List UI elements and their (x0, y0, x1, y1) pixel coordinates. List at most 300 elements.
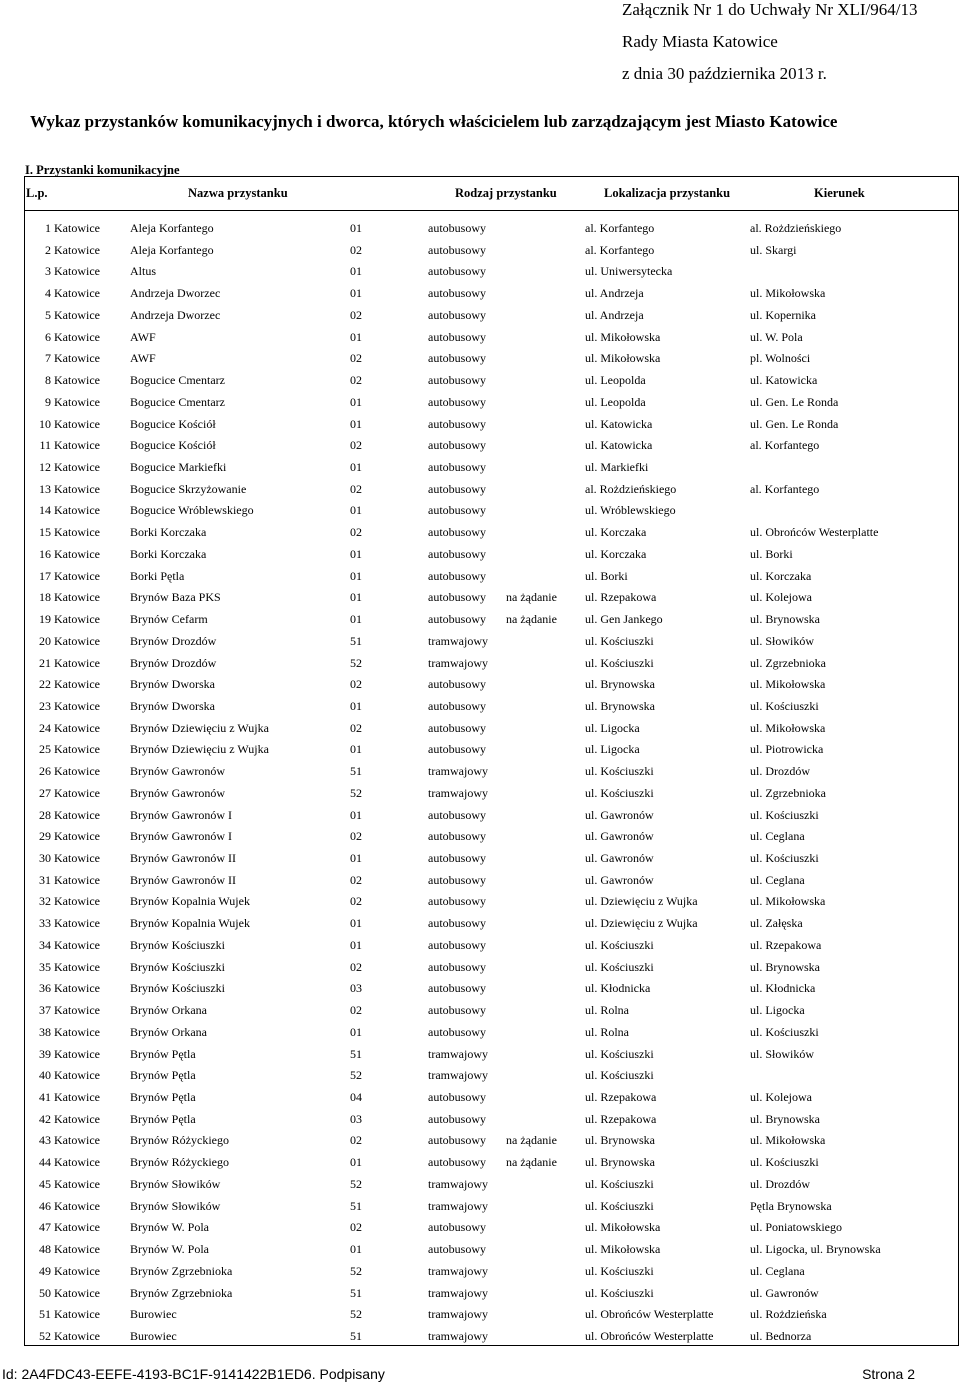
table-row (24, 587, 959, 607)
cell-city: Katowice (54, 938, 100, 952)
cell-stop-number: 01 (350, 1155, 362, 1169)
cell-stop-number: 02 (350, 1133, 362, 1147)
cell-city: Katowice (54, 981, 100, 995)
cell-stop-number: 01 (350, 286, 362, 300)
cell-location: ul. Katowicka (585, 438, 653, 452)
cell-city: Katowice (54, 590, 100, 604)
cell-direction: al. Korfantego (750, 482, 820, 496)
cell-stop-number: 01 (350, 612, 362, 626)
cell-lp: 46 (39, 1199, 51, 1213)
cell-stop-number: 02 (350, 308, 362, 322)
cell-city: Katowice (54, 1329, 100, 1343)
cell-city: Katowice (54, 503, 100, 517)
cell-direction: ul. Ligocka (750, 1003, 805, 1017)
cell-stop-type: autobusowy (428, 1155, 486, 1169)
cell-location: ul. Kościuszki (585, 1177, 654, 1191)
table-row (24, 805, 959, 825)
cell-stop-name: Andrzeja Dworzec (130, 308, 221, 322)
cell-city: Katowice (54, 1307, 100, 1321)
cell-lp: 41 (39, 1090, 51, 1104)
cell-stop-name: Brynów Dziewięciu z Wujka (130, 742, 269, 756)
cell-stop-number: 01 (350, 330, 362, 344)
cell-location: ul. Gawronów (585, 873, 654, 887)
cell-city: Katowice (54, 438, 100, 452)
cell-stop-number: 01 (350, 569, 362, 583)
cell-city: Katowice (54, 460, 100, 474)
cell-stop-number: 02 (350, 677, 362, 691)
cell-direction: ul. Obrońców Westerplatte (750, 525, 879, 539)
cell-stop-type: autobusowy (428, 829, 486, 843)
cell-city: Katowice (54, 699, 100, 713)
cell-stop-type: tramwajowy (428, 1177, 488, 1191)
cell-stop-number: 03 (350, 1112, 362, 1126)
cell-location: al. Rożdzieńskiego (585, 482, 677, 496)
cell-direction: ul. Ceglana (750, 829, 805, 843)
cell-direction: ul. Ligocka, ul. Brynowska (750, 1242, 881, 1256)
cell-direction: ul. Kościuszki (750, 808, 819, 822)
cell-stop-type: autobusowy (428, 438, 486, 452)
cell-lp: 40 (39, 1068, 51, 1082)
cell-direction: al. Rożdzieńskiego (750, 221, 842, 235)
cell-city: Katowice (54, 308, 100, 322)
cell-direction: ul. Kolejowa (750, 1090, 812, 1104)
cell-direction: ul. Kościuszki (750, 699, 819, 713)
cell-lp: 10 (39, 417, 51, 431)
header-line-3: z dnia 30 października 2013 r. (622, 64, 827, 83)
cell-lp: 12 (39, 460, 51, 474)
cell-lp: 35 (39, 960, 51, 974)
cell-location: ul. Leopolda (585, 373, 646, 387)
cell-stop-type: autobusowy (428, 330, 486, 344)
cell-direction: ul. Ceglana (750, 873, 805, 887)
cell-direction: pl. Wolności (750, 351, 811, 365)
cell-stop-type: autobusowy (428, 1025, 486, 1039)
cell-stop-number: 01 (350, 460, 362, 474)
cell-stop-number: 51 (350, 764, 362, 778)
cell-city: Katowice (54, 547, 100, 561)
cell-stop-type: autobusowy (428, 894, 486, 908)
cell-stop-name: Brynów Dziewięciu z Wujka (130, 721, 269, 735)
cell-stop-type: autobusowy (428, 873, 486, 887)
cell-direction: ul. Brynowska (750, 960, 820, 974)
cell-city: Katowice (54, 851, 100, 865)
cell-stop-type: autobusowy (428, 916, 486, 930)
cell-direction: ul. Gen. Le Ronda (750, 417, 839, 431)
cell-stop-number: 02 (350, 351, 362, 365)
cell-stop-name: Brynów Drozdów (130, 656, 217, 670)
cell-location: al. Korfantego (585, 221, 655, 235)
cell-location: ul. Brynowska (585, 677, 655, 691)
cell-city: Katowice (54, 1047, 100, 1061)
cell-direction: ul. Mikołowska (750, 1133, 826, 1147)
table-row (24, 370, 959, 390)
cell-on-request: na żądanie (506, 1133, 557, 1147)
cell-on-request: na żądanie (506, 590, 557, 604)
cell-lp: 17 (39, 569, 51, 583)
cell-stop-name: Brynów Dworska (130, 677, 215, 691)
cell-direction: ul. Załęska (750, 916, 803, 930)
table-row (24, 283, 959, 303)
cell-stop-name: Brynów Drozdów (130, 634, 217, 648)
table-row (24, 978, 959, 998)
cell-stop-type: tramwajowy (428, 1264, 488, 1278)
cell-stop-name: Brynów Różyckiego (130, 1133, 229, 1147)
cell-direction: ul. Katowicka (750, 373, 818, 387)
table-row (24, 1087, 959, 1107)
table-row (24, 957, 959, 977)
cell-stop-type: autobusowy (428, 525, 486, 539)
cell-location: ul. Dziewięciu z Wujka (585, 916, 698, 930)
cell-direction: ul. Drozdów (750, 764, 810, 778)
cell-stop-number: 01 (350, 808, 362, 822)
cell-lp: 44 (39, 1155, 51, 1169)
cell-stop-type: tramwajowy (428, 1329, 488, 1343)
footer-document-id: Id: 2A4FDC43-EEFE-4193-BC1F-9141422B1ED6. Podpisany (2, 1366, 385, 1382)
cell-city: Katowice (54, 1264, 100, 1278)
cell-city: Katowice (54, 482, 100, 496)
cell-city: Katowice (54, 1025, 100, 1039)
cell-location: ul. Kościuszki (585, 1286, 654, 1300)
cell-stop-type: autobusowy (428, 547, 486, 561)
cell-location: ul. Rzepakowa (585, 1112, 657, 1126)
cell-location: ul. Rolna (585, 1025, 629, 1039)
cell-location: ul. Gen Jankego (585, 612, 663, 626)
cell-stop-name: Bogucice Cmentarz (130, 395, 225, 409)
cell-stop-type: autobusowy (428, 395, 486, 409)
cell-stop-name: Brynów W. Pola (130, 1242, 210, 1256)
cell-location: ul. Andrzeja (585, 308, 644, 322)
cell-city: Katowice (54, 243, 100, 257)
cell-stop-number: 02 (350, 1003, 362, 1017)
cell-city: Katowice (54, 612, 100, 626)
cell-stop-name: Bogucice Kościół (130, 438, 216, 452)
cell-lp: 47 (39, 1220, 51, 1234)
cell-stop-number: 01 (350, 590, 362, 604)
table-row (24, 913, 959, 933)
cell-location: ul. Korczaka (585, 525, 647, 539)
table-row (24, 348, 959, 368)
cell-stop-type: tramwajowy (428, 764, 488, 778)
cell-stop-name: Bogucice Wróblewskiego (130, 503, 254, 517)
cell-location: ul. Brynowska (585, 1133, 655, 1147)
cell-stop-number: 52 (350, 1264, 362, 1278)
cell-city: Katowice (54, 829, 100, 843)
cell-lp: 9 (45, 395, 51, 409)
cell-stop-name: Brynów W. Pola (130, 1220, 210, 1234)
table-row (24, 305, 959, 325)
table-row (24, 739, 959, 759)
cell-stop-type: autobusowy (428, 1242, 486, 1256)
cell-stop-name: Bogucice Markiefki (130, 460, 227, 474)
cell-city: Katowice (54, 1155, 100, 1169)
cell-city: Katowice (54, 351, 100, 365)
column-header-type: Rodzaj przystanku (455, 186, 557, 200)
cell-direction: ul. W. Pola (750, 330, 803, 344)
cell-direction: ul. Zgrzebnioka (750, 786, 826, 800)
cell-direction: ul. Brynowska (750, 1112, 820, 1126)
cell-stop-number: 01 (350, 395, 362, 409)
column-header-name: Nazwa przystanku (188, 186, 288, 200)
cell-lp: 29 (39, 829, 51, 843)
cell-lp: 18 (39, 590, 51, 604)
cell-location: ul. Kościuszki (585, 764, 654, 778)
cell-location: ul. Kościuszki (585, 786, 654, 800)
cell-stop-name: Altus (130, 264, 157, 278)
table-row (24, 392, 959, 412)
cell-stop-number: 52 (350, 1177, 362, 1191)
cell-stop-type: tramwajowy (428, 656, 488, 670)
cell-stop-name: Brynów Gawronów II (130, 851, 236, 865)
table-row (24, 870, 959, 890)
cell-city: Katowice (54, 742, 100, 756)
cell-direction: ul. Drozdów (750, 1177, 810, 1191)
cell-location: ul. Gawronów (585, 808, 654, 822)
cell-stop-type: autobusowy (428, 1090, 486, 1104)
cell-stop-number: 51 (350, 634, 362, 648)
cell-direction: ul. Piotrowicka (750, 742, 824, 756)
cell-stop-number: 02 (350, 525, 362, 539)
table-row (24, 718, 959, 738)
cell-direction: ul. Mikołowska (750, 677, 826, 691)
cell-lp: 19 (39, 612, 51, 626)
table-row (24, 1239, 959, 1259)
cell-stop-type: autobusowy (428, 590, 486, 604)
cell-stop-name: Brynów Gawronów (130, 786, 225, 800)
table-row (24, 1326, 959, 1346)
cell-location: ul. Mikołowska (585, 330, 661, 344)
cell-stop-type: autobusowy (428, 460, 486, 474)
cell-city: Katowice (54, 1220, 100, 1234)
cell-location: ul. Leopolda (585, 395, 646, 409)
cell-stop-name: Brynów Kopalnia Wujek (130, 894, 250, 908)
cell-stop-type: autobusowy (428, 699, 486, 713)
cell-stop-number: 02 (350, 482, 362, 496)
cell-lp: 27 (39, 786, 51, 800)
cell-stop-number: 01 (350, 916, 362, 930)
cell-location: ul. Kościuszki (585, 1068, 654, 1082)
cell-lp: 43 (39, 1133, 51, 1147)
cell-stop-type: autobusowy (428, 742, 486, 756)
table-row (24, 1044, 959, 1064)
cell-stop-type: autobusowy (428, 981, 486, 995)
cell-direction: ul. Brynowska (750, 612, 820, 626)
cell-stop-type: autobusowy (428, 851, 486, 865)
cell-city: Katowice (54, 1242, 100, 1256)
cell-city: Katowice (54, 1286, 100, 1300)
cell-lp: 6 (45, 330, 51, 344)
table-row (24, 479, 959, 499)
cell-stop-name: Brynów Orkana (130, 1003, 207, 1017)
cell-stop-number: 52 (350, 656, 362, 670)
cell-location: ul. Wróblewskiego (585, 503, 676, 517)
cell-stop-type: autobusowy (428, 569, 486, 583)
cell-stop-name: AWF (130, 330, 156, 344)
cell-stop-number: 01 (350, 264, 362, 278)
cell-lp: 15 (39, 525, 51, 539)
cell-lp: 1 (45, 221, 51, 235)
cell-stop-name: Brynów Orkana (130, 1025, 207, 1039)
cell-stop-name: Brynów Słowików (130, 1177, 221, 1191)
cell-lp: 21 (39, 656, 51, 670)
table-row (24, 457, 959, 477)
cell-stop-number: 51 (350, 1199, 362, 1213)
cell-stop-name: Brynów Gawronów I (130, 829, 232, 843)
cell-stop-number: 52 (350, 1068, 362, 1082)
cell-location: ul. Kościuszki (585, 634, 654, 648)
table-row (24, 1196, 959, 1216)
cell-lp: 14 (39, 503, 51, 517)
table-row (24, 544, 959, 564)
table-row (24, 1065, 959, 1085)
column-header-location: Lokalizacja przystanku (604, 186, 731, 200)
cell-lp: 34 (39, 938, 51, 952)
cell-lp: 45 (39, 1177, 51, 1191)
cell-stop-number: 02 (350, 373, 362, 387)
table-row (24, 218, 959, 238)
cell-stop-type: autobusowy (428, 1220, 486, 1234)
cell-lp: 20 (39, 634, 51, 648)
cell-direction: ul. Kościuszki (750, 851, 819, 865)
cell-lp: 8 (45, 373, 51, 387)
cell-stop-name: Brynów Kościuszki (130, 960, 225, 974)
cell-stop-name: Aleja Korfantego (130, 221, 214, 235)
cell-stop-name: Brynów Słowików (130, 1199, 221, 1213)
cell-stop-number: 01 (350, 1242, 362, 1256)
cell-location: ul. Gawronów (585, 851, 654, 865)
cell-location: ul. Kłodnicka (585, 981, 651, 995)
cell-lp: 49 (39, 1264, 51, 1278)
cell-lp: 42 (39, 1112, 51, 1126)
cell-stop-name: Brynów Baza PKS (130, 590, 221, 604)
table-row (24, 327, 959, 347)
cell-city: Katowice (54, 395, 100, 409)
cell-location: ul. Uniwersytecka (585, 264, 673, 278)
cell-location: ul. Mikołowska (585, 1220, 661, 1234)
table-row (24, 240, 959, 260)
cell-direction: ul. Mikołowska (750, 721, 826, 735)
cell-direction: ul. Słowików (750, 634, 815, 648)
table-row (24, 826, 959, 846)
cell-city: Katowice (54, 677, 100, 691)
cell-city: Katowice (54, 1133, 100, 1147)
cell-stop-type: tramwajowy (428, 1068, 488, 1082)
cell-lp: 24 (39, 721, 51, 735)
cell-city: Katowice (54, 1003, 100, 1017)
cell-direction: ul. Kościuszki (750, 1155, 819, 1169)
cell-direction: ul. Kościuszki (750, 1025, 819, 1039)
cell-city: Katowice (54, 634, 100, 648)
cell-city: Katowice (54, 525, 100, 539)
table-row (24, 674, 959, 694)
cell-stop-type: autobusowy (428, 503, 486, 517)
cell-stop-name: Burowiec (130, 1307, 177, 1321)
cell-stop-number: 02 (350, 829, 362, 843)
table-row (24, 631, 959, 651)
cell-direction: ul. Zgrzebnioka (750, 656, 826, 670)
table-row (24, 1000, 959, 1020)
cell-stop-name: Brynów Różyckiego (130, 1155, 229, 1169)
cell-lp: 4 (45, 286, 51, 300)
cell-lp: 39 (39, 1047, 51, 1061)
cell-stop-name: Brynów Pętla (130, 1112, 196, 1126)
cell-stop-number: 01 (350, 547, 362, 561)
cell-stop-type: autobusowy (428, 373, 486, 387)
table-row (24, 1022, 959, 1042)
cell-on-request: na żądanie (506, 612, 557, 626)
cell-location: ul. Rzepakowa (585, 590, 657, 604)
column-header-direction: Kierunek (814, 186, 865, 200)
cell-stop-type: autobusowy (428, 938, 486, 952)
cell-location: ul. Rzepakowa (585, 1090, 657, 1104)
cell-location: ul. Obrońców Westerplatte (585, 1329, 714, 1343)
cell-on-request: na żądanie (506, 1155, 557, 1169)
table-row (24, 1261, 959, 1281)
cell-stop-type: autobusowy (428, 221, 486, 235)
cell-city: Katowice (54, 417, 100, 431)
table-header-divider (24, 210, 959, 211)
cell-stop-name: Andrzeja Dworzec (130, 286, 221, 300)
cell-location: ul. Ligocka (585, 742, 640, 756)
cell-lp: 28 (39, 808, 51, 822)
cell-stop-number: 02 (350, 1220, 362, 1234)
cell-city: Katowice (54, 808, 100, 822)
table-row (24, 435, 959, 455)
cell-stop-number: 04 (350, 1090, 362, 1104)
table-row (24, 1217, 959, 1237)
table-row (24, 1152, 959, 1172)
cell-stop-type: autobusowy (428, 612, 486, 626)
cell-stop-number: 02 (350, 873, 362, 887)
cell-city: Katowice (54, 1112, 100, 1126)
cell-stop-number: 52 (350, 786, 362, 800)
cell-stop-name: Brynów Cefarm (130, 612, 208, 626)
cell-direction: Pętla Brynowska (750, 1199, 832, 1213)
cell-city: Katowice (54, 721, 100, 735)
cell-stop-type: autobusowy (428, 1133, 486, 1147)
table-row (24, 1109, 959, 1129)
table-row (24, 761, 959, 781)
cell-stop-type: tramwajowy (428, 1047, 488, 1061)
cell-direction: ul. Ceglana (750, 1264, 805, 1278)
table-row (24, 522, 959, 542)
cell-lp: 52 (39, 1329, 51, 1343)
column-header-lp: L.p. (26, 186, 48, 200)
cell-stop-number: 01 (350, 938, 362, 952)
cell-stop-name: Brynów Zgrzebnioka (130, 1286, 233, 1300)
cell-stop-name: Bogucice Cmentarz (130, 373, 225, 387)
footer-page-number: Strona 2 (862, 1366, 915, 1382)
document-title: Wykaz przystanków komunikacyjnych i dworca, których właścicielem lub zarządzającym jest Miasto Katowice (30, 112, 838, 131)
cell-stop-name: Borki Korczaka (130, 547, 207, 561)
cell-stop-type: autobusowy (428, 264, 486, 278)
cell-lp: 30 (39, 851, 51, 865)
cell-lp: 16 (39, 547, 51, 561)
cell-city: Katowice (54, 569, 100, 583)
cell-direction: ul. Skargi (750, 243, 797, 257)
cell-stop-type: autobusowy (428, 351, 486, 365)
table-row (24, 848, 959, 868)
cell-stop-name: Brynów Dworska (130, 699, 215, 713)
table-row (24, 891, 959, 911)
cell-stop-number: 01 (350, 851, 362, 865)
cell-stop-type: autobusowy (428, 721, 486, 735)
cell-stop-number: 01 (350, 1025, 362, 1039)
cell-location: ul. Kościuszki (585, 1264, 654, 1278)
cell-stop-number: 01 (350, 699, 362, 713)
cell-lp: 33 (39, 916, 51, 930)
table-row (24, 1283, 959, 1303)
cell-stop-name: Brynów Pętla (130, 1068, 196, 1082)
